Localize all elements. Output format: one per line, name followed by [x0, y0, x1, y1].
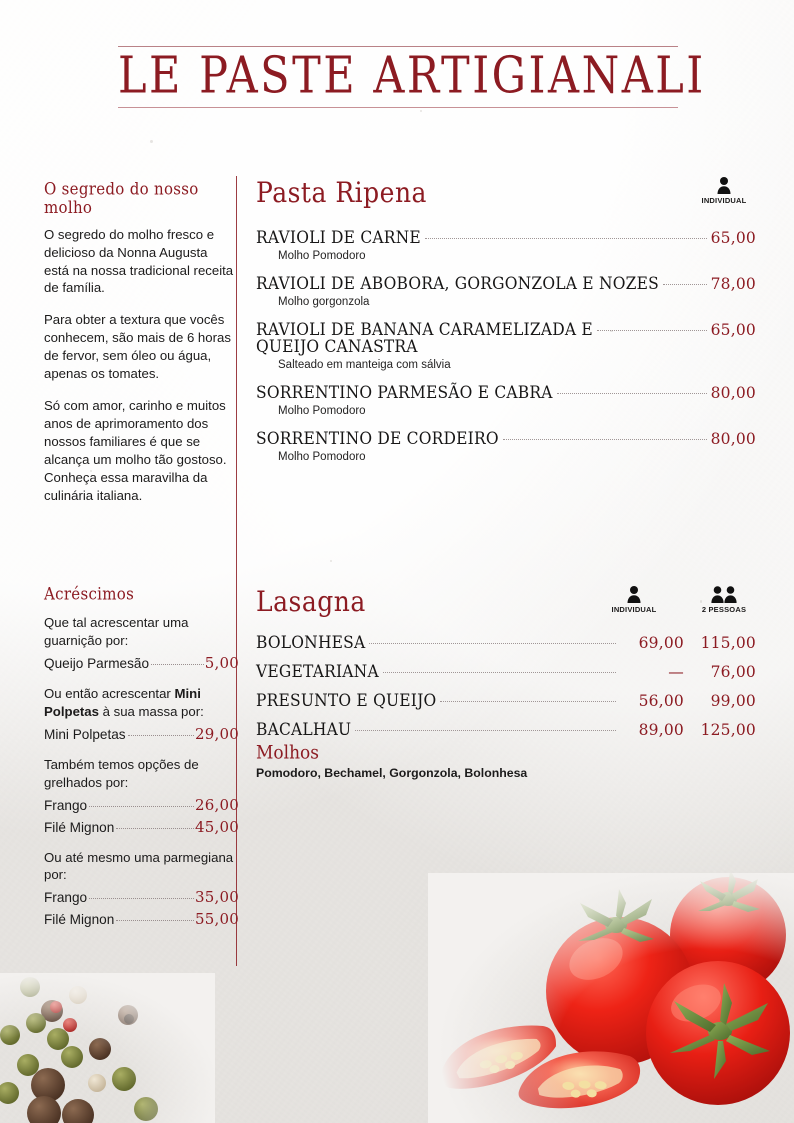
item-name: BOLONHESA: [256, 632, 366, 652]
addon-name: Filé Mignon: [44, 912, 115, 928]
serving-label: INDIVIDUAL: [701, 196, 747, 205]
addons-intro-3: Também temos opções de grelhados por:: [44, 756, 199, 790]
item-description: Molho gorgonzola: [278, 296, 370, 308]
addon-row-frango-parmegiana[interactable]: [44, 888, 239, 906]
menu-item[interactable]: [256, 430, 756, 463]
leader-dots: [116, 828, 194, 829]
leader-dots: [503, 439, 707, 440]
table-row[interactable]: [256, 634, 756, 652]
leader-dots: [425, 238, 707, 239]
leader-dots: [89, 806, 194, 807]
leader-dots: [597, 330, 707, 331]
addon-row-file-mignon-grelhado[interactable]: [44, 818, 239, 836]
item-price: 80,00: [710, 430, 756, 448]
item-price-individual: —: [668, 663, 684, 681]
addons-intro-2-bold: Mini Polpetas: [44, 685, 201, 719]
person-icon: [716, 176, 732, 194]
addons-intro-2-prefix: Ou então acrescentar: [44, 685, 175, 701]
menu-item[interactable]: [256, 384, 756, 417]
secret-paragraph-2: Para obter a textura que vocês conhecem, são mais de 6 horas de fervor, sem óleo ou água, apenas os tomates.: [44, 312, 231, 382]
menu-item[interactable]: [256, 229, 756, 262]
page-title: LE PASTE ARTIGIANALI: [118, 46, 706, 106]
item-price-individual: 89,00: [638, 721, 684, 739]
two-people-icon: [710, 585, 738, 603]
serving-individual: [692, 176, 756, 205]
item-price: 65,00: [710, 321, 756, 339]
sauces-list: Pomodoro, Bechamel, Gorgonzola, Bolonhesa: [256, 766, 528, 780]
item-price-duo: 76,00: [710, 663, 756, 681]
lasagna-items: [256, 634, 756, 780]
item-name: BACALHAU: [256, 719, 352, 739]
addons-intro-1: Que tal acrescentar uma guarnição por:: [44, 614, 189, 648]
pasta-section-header: [256, 176, 756, 207]
person-icon: [626, 585, 642, 603]
leader-dots: [128, 735, 194, 736]
item-price-duo: 99,00: [710, 692, 756, 710]
addon-price: 45,00: [195, 817, 239, 836]
addons-intro-2-suffix: à sua massa por:: [98, 703, 204, 719]
secret-heading: O segredo do nosso molho: [44, 178, 199, 218]
item-price: 80,00: [710, 384, 756, 402]
addon-name: Filé Mignon: [44, 819, 115, 835]
leader-dots: [116, 920, 194, 921]
item-name: RAVIOLI DE BANANA CARAMELIZADA E: [256, 319, 593, 339]
sidebar-addons-section: [44, 585, 239, 928]
item-price: 65,00: [710, 229, 756, 247]
item-description: Molho Pomodoro: [278, 250, 366, 262]
addon-price: 5,00: [204, 653, 239, 672]
serving-two-people: [692, 585, 756, 614]
addon-name: Mini Polpetas: [44, 726, 126, 742]
addon-name: Frango: [44, 890, 88, 906]
lasagna-section-header: [256, 585, 756, 616]
addon-name: Frango: [44, 797, 88, 813]
addon-price: 29,00: [195, 724, 239, 743]
addon-name: Queijo Parmesão: [44, 655, 150, 671]
table-row[interactable]: [256, 692, 756, 710]
item-name: RAVIOLI DE CARNE: [256, 227, 421, 247]
addon-row-mini-polpetas[interactable]: [44, 725, 239, 743]
item-price-duo: 115,00: [700, 634, 756, 652]
secret-paragraph-1: O segredo do molho fresco e delicioso da Nonna Augusta está na nossa tradicional receita de família.: [44, 226, 234, 296]
addon-price: 55,00: [195, 910, 239, 929]
addon-price: 26,00: [195, 795, 239, 814]
secret-paragraph-3: Só com amor, carinho e muitos anos de aprimoramento dos nossos familiares é que se alcança um molho tão gostoso. Conheça essa maravilha da culinária italiana.: [44, 398, 227, 503]
item-price-individual: 69,00: [638, 634, 684, 652]
tomatoes-photo: [428, 873, 794, 1123]
leader-dots: [557, 393, 707, 394]
lasagna-serving-legend: [602, 585, 756, 616]
leader-dots: [663, 284, 707, 285]
item-name-line2: QUEIJO CANASTRA: [256, 336, 418, 356]
pasta-serving-legend: [692, 176, 756, 207]
leader-dots: [383, 672, 616, 673]
addons-intro-2: [44, 685, 239, 721]
addon-price: 35,00: [195, 888, 239, 907]
title-block: [118, 46, 706, 108]
addon-row-frango-grelhado[interactable]: [44, 796, 239, 814]
pasta-heading: Pasta Ripena: [256, 176, 427, 209]
lasagna-heading: Lasagna: [256, 585, 366, 618]
item-name: SORRENTINO DE CORDEIRO: [256, 428, 499, 448]
sidebar-secret-section: [44, 180, 234, 519]
table-row[interactable]: [256, 663, 756, 681]
sauces-heading: Molhos: [256, 742, 319, 764]
item-name: RAVIOLI DE ABOBORA, GORGONZOLA E NOZES: [256, 273, 659, 293]
item-description: Molho Pomodoro: [278, 405, 366, 417]
peppercorns-photo: [0, 973, 215, 1123]
addons-intro-4: Ou até mesmo uma parmegiana por:: [44, 849, 234, 883]
menu-item[interactable]: [256, 321, 756, 371]
addons-heading: Acréscimos: [44, 583, 135, 604]
leader-dots: [440, 701, 616, 702]
item-name: SORRENTINO PARMESÃO E CABRA: [256, 382, 553, 402]
main-content: [256, 176, 756, 780]
item-description: Salteado em manteiga com sálvia: [278, 359, 451, 371]
serving-label: 2 PESSOAS: [701, 605, 747, 614]
item-price-individual: 56,00: [638, 692, 684, 710]
table-row[interactable]: [256, 721, 756, 739]
item-name: VEGETARIANA: [256, 661, 379, 681]
item-price: 78,00: [710, 275, 756, 293]
item-price-duo: 125,00: [700, 721, 756, 739]
addon-row-queijo-parmesao[interactable]: [44, 654, 239, 672]
pasta-items: [256, 229, 756, 463]
item-description: Molho Pomodoro: [278, 451, 366, 463]
leader-dots: [151, 664, 204, 665]
item-name: PRESUNTO E QUEIJO: [256, 690, 437, 710]
serving-label: INDIVIDUAL: [611, 605, 657, 614]
serving-individual: [602, 585, 666, 614]
leader-dots: [369, 643, 616, 644]
leader-dots: [89, 898, 194, 899]
menu-item[interactable]: [256, 275, 756, 308]
leader-dots: [355, 730, 616, 731]
addon-row-file-mignon-parmegiana[interactable]: [44, 910, 239, 928]
